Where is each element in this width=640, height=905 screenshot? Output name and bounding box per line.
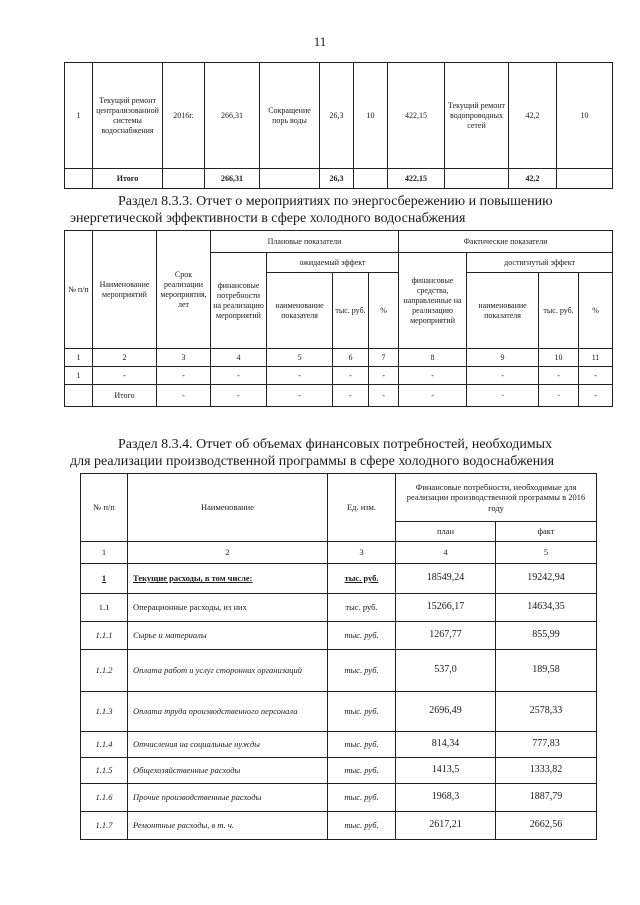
header-fin-plan: финансовые потребности на реализацию мероприятий: [211, 253, 267, 349]
table-cell: 26,3: [320, 169, 354, 189]
header-num: № п/п: [65, 231, 93, 349]
header-term: Срок реализации мероприятия, лет: [157, 231, 211, 349]
total-label: Итого: [93, 169, 163, 189]
section-833-title-line2: энергетической эффективности в сфере холодного водоснабжения: [70, 211, 466, 226]
table-cell: 2016г.: [163, 63, 205, 169]
header-num: № п/п: [81, 474, 128, 542]
header-name: Наименование: [128, 474, 328, 542]
table-row: 1.1.2 Оплата работ и услуг сторонних организаций тыс. руб. 537,0 189,58: [81, 650, 597, 692]
table-cell: 422,15: [388, 169, 445, 189]
table-cell: 422,15: [388, 63, 445, 169]
table-cell: Сокращение порь воды: [260, 63, 320, 169]
table-cell: Текущий ремонт водопроводных сетей: [445, 63, 509, 169]
table-row: 1.1.4 Отчисления на социальные нужды тыс. руб. 814,34 777,83: [81, 732, 597, 758]
section-833-title-line1: Раздел 8.3.3. Отчет о мероприятиях по энергосбережению и повышению: [118, 194, 553, 209]
table-cell: 266,31: [205, 169, 260, 189]
table-cell: 10: [557, 63, 613, 169]
table-cell: 42,2: [509, 63, 557, 169]
section-834-title-line2: для реализации производственной программы в сфере холодного водоснабжения: [70, 454, 555, 469]
table-cell: 10: [354, 63, 388, 169]
table-row: 1.1 Операционные расходы, из них тыс. руб. 15266,17 14634,35: [81, 594, 597, 622]
header-pct: %: [579, 273, 613, 349]
table-row: 1.1.1 Сырье и материалы тыс. руб. 1267,77 855,99: [81, 622, 597, 650]
table-cell: 1: [65, 63, 93, 169]
table-row-total: [65, 169, 613, 189]
column-numbers-row: 1 2 3 4 5: [81, 542, 597, 564]
table-row: 1 - - - - - - - - - -: [65, 367, 613, 385]
header-planned: Плановые показатели: [211, 231, 399, 253]
header-fact: факт: [496, 522, 597, 542]
header-plan: план: [396, 522, 496, 542]
table-row: [65, 63, 613, 169]
header-pct: %: [369, 273, 399, 349]
header-fin-fact: финансовые средства, направленные на реализацию мероприятий: [399, 253, 467, 349]
column-numbers-row: 1 2 3 4 5 6 7 8 9 10 11: [65, 349, 613, 367]
header-ind-name: наименование показателя: [267, 273, 333, 349]
header-unit: Ед. изм.: [328, 474, 396, 542]
header-ind-name: наименование показателя: [467, 273, 539, 349]
section-834-title-line1: Раздел 8.3.4. Отчет об объемах финансовых потребностей, необходимых: [118, 437, 553, 452]
table-row: 1.1.5 Общехозяйственные расходы тыс. руб. 1413,5 1333,82: [81, 758, 597, 784]
table-row: 1 Текущие расходы, в том числе: тыс. руб. 18549,24 19242,94: [81, 564, 597, 594]
table-833: [64, 230, 613, 407]
table-row: 1.1.7 Ремонтные расходы, в т. ч. тыс. руб. 2617,21 2662,56: [81, 812, 597, 840]
header-name: Наименование мероприятий: [93, 231, 157, 349]
table-cell: Текущий ремонт централизованной системы водоснабжения: [93, 63, 163, 169]
header-achieved: достигнутый эффект: [467, 253, 613, 273]
table-row: 1.1.6 Прочие производственные расходы тыс. руб. 1968,3 1887,79: [81, 784, 597, 812]
page-number: 11: [313, 34, 327, 49]
header-actual: Фактические показатели: [399, 231, 613, 253]
header-thous: тыс. руб.: [539, 273, 579, 349]
table-row-total: Итого - - - - - - - - -: [65, 385, 613, 407]
table-row: 1.1.3 Оплата труда производственного персонала тыс. руб. 2696,49 2578,33: [81, 692, 597, 732]
total-label: Итого: [93, 385, 157, 407]
table-cell: 266,31: [205, 63, 260, 169]
header-fin: Финансовые потребности, необходимые для реализации производственной программы в 2016 году: [396, 474, 597, 522]
header-expected: ожидаемый эффект: [267, 253, 399, 273]
table-top: [64, 62, 613, 189]
table-834: [80, 473, 597, 840]
table-cell: 26,3: [320, 63, 354, 169]
header-thous: тыс. руб.: [333, 273, 369, 349]
table-cell: 42,2: [509, 169, 557, 189]
